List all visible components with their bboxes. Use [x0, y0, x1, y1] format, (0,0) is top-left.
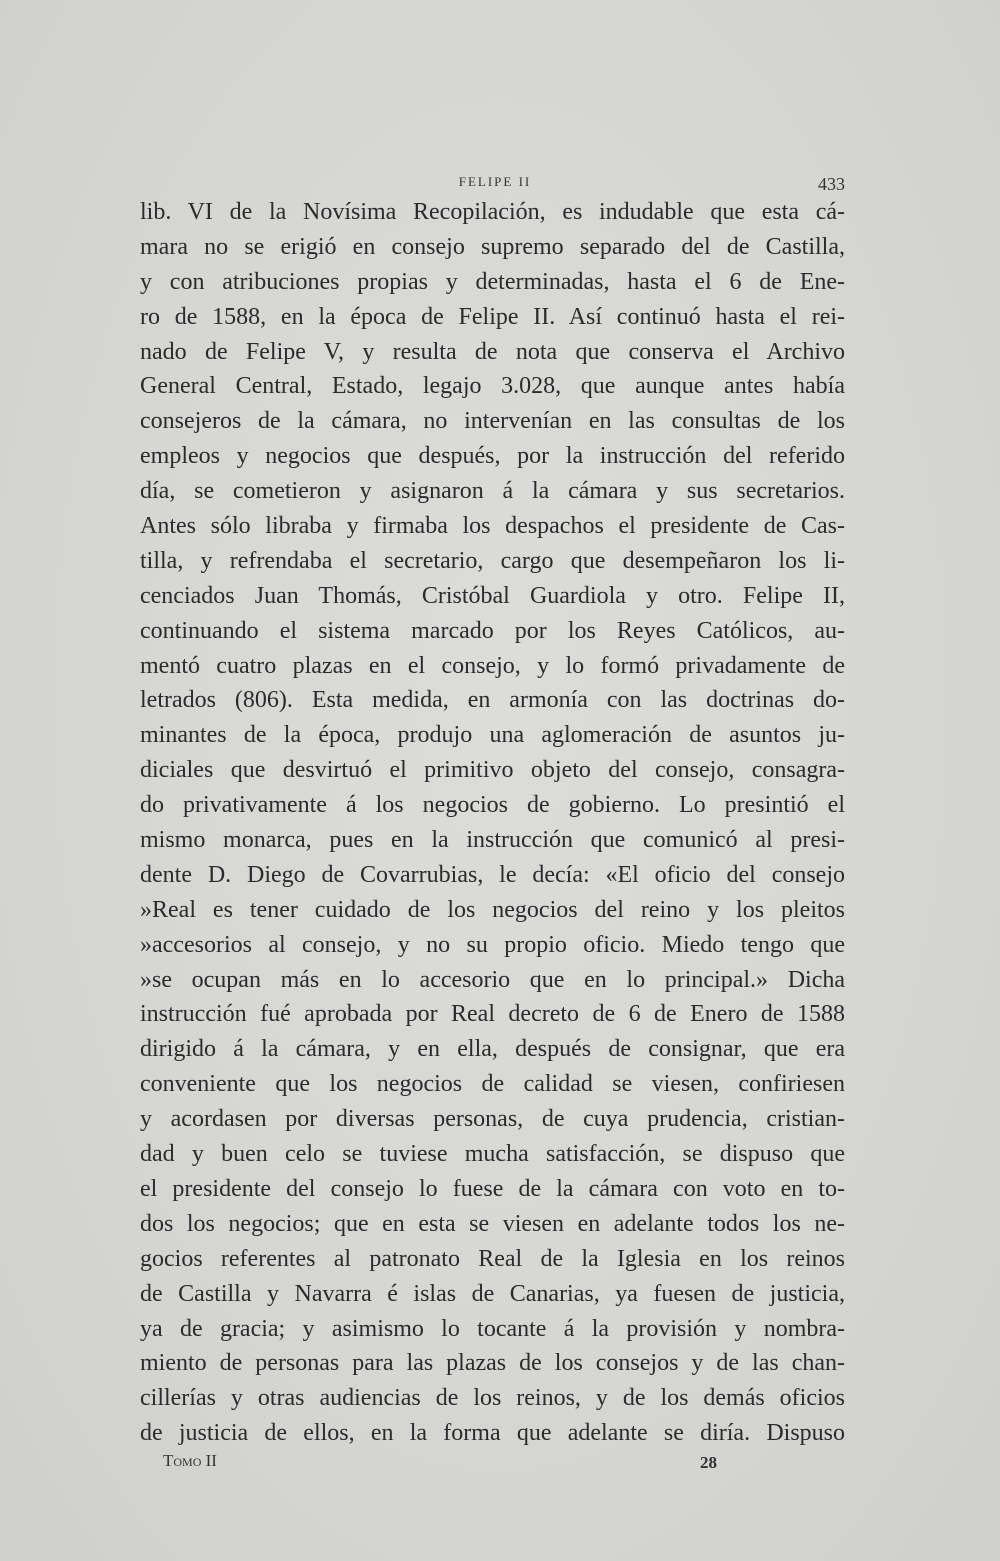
text-line: »accesorios al consejo, y no su propio oficio. Miedo tengo que — [140, 931, 845, 958]
text-line: consejeros de la cámara, no intervenían en las consultas de los — [140, 408, 845, 435]
text-line: dad y buen celo se tuviese mucha satisfacción, se dispuso que — [140, 1141, 845, 1168]
text-line: de Castilla y Navarra é islas de Canarias, ya fuesen de justicia, — [140, 1280, 845, 1307]
signature-mark: 28 — [700, 1453, 717, 1472]
text-line: Antes sólo libraba y firmaba los despachos el presidente de Cas- — [140, 513, 845, 540]
volume-label: Tomo II — [163, 1451, 217, 1470]
text-line: cenciados Juan Thomás, Cristóbal Guardiola y otro. Felipe II, — [140, 582, 845, 609]
text-line: el presidente del consejo lo fuese de la cámara con voto en to- — [140, 1175, 845, 1202]
text-line: lib. VI de la Novísima Recopilación, es indudable que esta cá- — [140, 199, 845, 225]
text-line: minantes de la época, produjo una aglomeración de asuntos ju- — [140, 722, 845, 749]
text-line: cillerías y otras audiencias de los reinos, y de los demás oficios — [140, 1385, 845, 1412]
text-line: y acordasen por diversas personas, de cuya prudencia, cristian- — [140, 1106, 845, 1133]
text-line: instrucción fué aprobada por Real decreto de 6 de Enero de 1588 — [140, 1001, 845, 1028]
text-line: diciales que desvirtuó el primitivo objeto del consejo, consagra- — [140, 757, 845, 784]
text-line: ro de 1588, en la época de Felipe II. Así continuó hasta el rei- — [140, 303, 845, 330]
text-line: gocios referentes al patronato Real de la Iglesia en los reinos — [140, 1245, 845, 1272]
text-line: ya de gracia; y asimismo lo tocante á la provisión y nombra- — [140, 1315, 845, 1342]
text-line: dirigido á la cámara, y en ella, después de consignar, que era — [140, 1036, 845, 1063]
text-line: dente D. Diego de Covarrubias, le decía: «El oficio del consejo — [140, 861, 845, 888]
text-line: mismo monarca, pues en la instrucción que comunicó al presi- — [140, 827, 845, 854]
text-line: »se ocupan más en lo accesorio que en lo principal.» Dicha — [140, 966, 845, 993]
text-line: continuando el sistema marcado por los Reyes Católicos, au- — [140, 617, 845, 644]
page-number: 433 — [818, 174, 845, 194]
text-line: mara no se erigió en consejo supremo separado del de Castilla, — [140, 233, 845, 260]
text-line: nado de Felipe V, y resulta de nota que conserva el Archivo — [140, 338, 845, 365]
body-text — [140, 195, 845, 1451]
running-title: FELIPE II — [458, 174, 532, 189]
text-line: día, se cometieron y asignaron á la cámara y sus secretarios. — [140, 478, 845, 505]
text-line: y con atribuciones propias y determinadas, hasta el 6 de Ene- — [140, 268, 845, 295]
text-line: miento de personas para las plazas de los consejos y de las chan- — [140, 1350, 845, 1377]
text-line: do privativamente á los negocios de gobierno. Lo presintió el — [140, 792, 845, 819]
text-line: mentó cuatro plazas en el consejo, y lo formó privadamente de — [140, 652, 845, 679]
text-line: conveniente que los negocios de calidad se viesen, confiriesen — [140, 1071, 845, 1098]
text-line: empleos y negocios que después, por la instrucción del referido — [140, 443, 845, 470]
text-line: General Central, Estado, legajo 3.028, que aunque antes había — [140, 373, 845, 400]
text-line: de justicia de ellos, en la forma que adelante se diría. Dispuso — [140, 1420, 845, 1447]
text-line: »Real es tener cuidado de los negocios del reino y los pleitos — [140, 896, 845, 923]
text-line: dos los negocios; que en esta se viesen en adelante todos los ne- — [140, 1210, 845, 1237]
text-line: letrados (806). Esta medida, en armonía con las doctrinas do- — [140, 687, 845, 714]
text-line: tilla, y refrendaba el secretario, cargo que desempeñaron los li- — [140, 547, 845, 574]
